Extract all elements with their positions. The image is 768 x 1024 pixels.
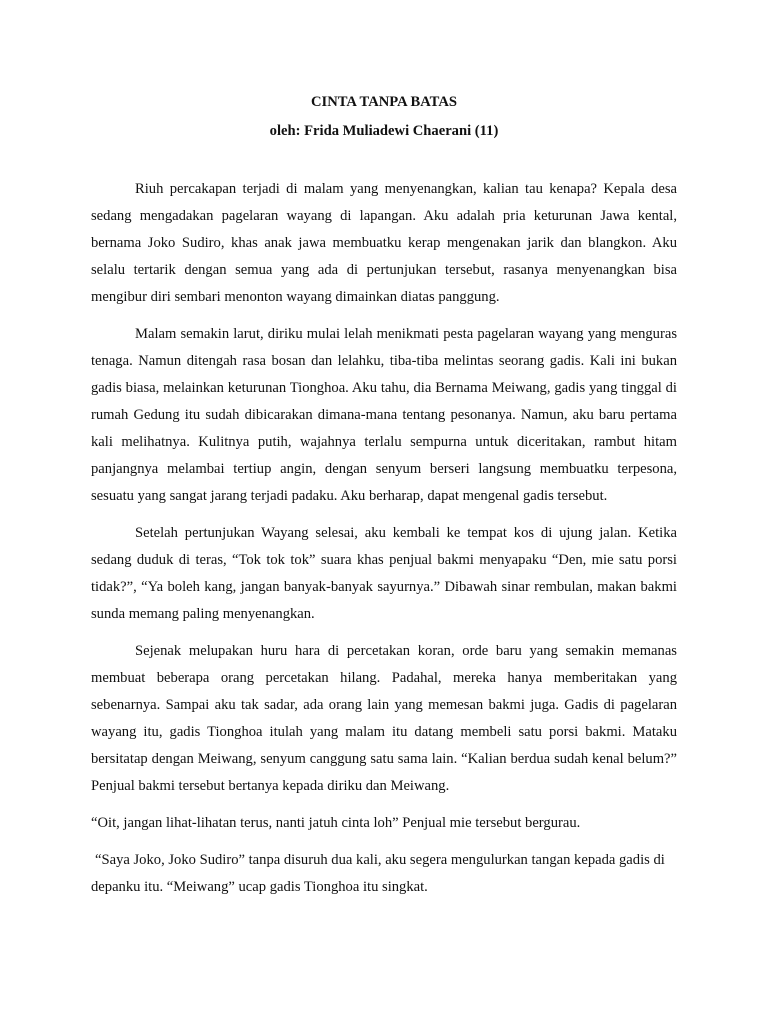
paragraph-6: “Saya Joko, Joko Sudiro” tanpa disuruh dua kali, aku segera mengulurkan tangan kepada gadis di depanku itu. “Meiwang” ucap gadis Tionghoa itu singkat. xyxy=(91,852,665,895)
paragraph-4: Sejenak melupakan huru hara di percetakan koran, orde baru yang semakin memanas membuat beberapa orang percetakan hilang. Padahal, mereka hanya memberitakan yang sebenarnya. Sampai aku tak sadar, ada orang lain yang memesan bakmi juga. Gadis di pagelaran wayang itu, gadis Tionghoa itulah yang malam itu datang membeli satu porsi bakmi. Mataku bersitatap dengan Meiwang, senyum canggung satu sama lain. “Kalian berdua sudah kenal belum?” Penjual bakmi tersebut bertanya kepada diriku dan Meiwang. xyxy=(91,643,677,794)
paragraph-2: Malam semakin larut, diriku mulai lelah menikmati pesta pagelaran wayang yang menguras tenaga. Namun ditengah rasa bosan dan lelahku, tiba-tiba melintas seorang gadis. Kali ini bukan gadis biasa, melainkan keturunan Tionghoa. Aku tahu, dia Bernama Meiwang, gadis yang tinggal di rumah Gedung itu sudah dibicarakan dimana-mana tentang pesonanya. Namun, aku baru pertama kali melihatnya. Kulitnya putih, wajahnya terlalu sempurna untuk diceritakan, rambut hitam panjangnya melambai tertiup angin, dengan senyum berseri langsung membuatku terpesona, sesuatu yang sangat jarang terjadi padaku. Aku berharap, dapat mengenal gadis tersebut. xyxy=(91,326,677,504)
paragraph-3: Setelah pertunjukan Wayang selesai, aku kembali ke tempat kos di ujung jalan. Ketika sedang duduk di teras, “Tok tok tok” suara khas penjual bakmi menyapaku “Den, mie satu porsi tidak?”, “Ya boleh kang, jangan banyak-banyak sayurnya.” Dibawah sinar rembulan, makan bakmi sunda memang paling menyenangkan. xyxy=(91,525,677,622)
story-title: CINTA TANPA BATAS xyxy=(311,94,457,110)
paragraph-1: Riuh percakapan terjadi di malam yang menyenangkan, kalian tau kenapa? Kepala desa sedang mengadakan pagelaran wayang di lapangan. Aku adalah pria keturunan Jawa kental, bernama Joko Sudiro, khas anak jawa membuatku kerap mengenakan jarik dan blangkon. Aku selalu tertarik dengan semua yang ada di pertunjukan tersebut, rasanya menyenangkan bisa mengibur diri sembari menonton wayang dimainkan diatas panggung. xyxy=(91,181,677,305)
author-byline: oleh: Frida Muliadewi Chaerani (11) xyxy=(269,123,499,139)
story-body xyxy=(91,176,677,911)
paragraph-5: “Oit, jangan lihat-lihatan terus, nanti jatuh cinta loh” Penjual mie tersebut bergurau. xyxy=(91,815,581,831)
